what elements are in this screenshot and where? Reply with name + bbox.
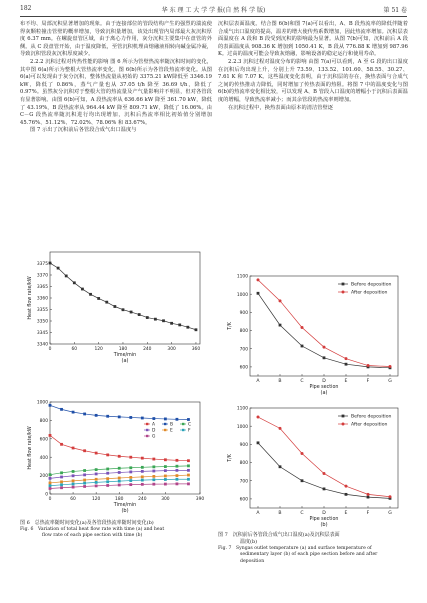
fig6-caption xyxy=(20,520,212,540)
fig6b-xtick-label: 0 xyxy=(48,497,52,502)
fig6a-xtick-label: 0 xyxy=(48,347,52,352)
fig6b-legend-marker xyxy=(146,429,148,431)
fig7b-xtick-label: A xyxy=(256,511,260,516)
right-column-text xyxy=(218,21,408,112)
fig6a-data-point xyxy=(81,288,84,291)
fig7b-legend-label: After deposition xyxy=(351,422,388,428)
fig6a-ytick-label: 3375 xyxy=(36,262,48,268)
left-col-paragraph: 图 7 示出了沉积前后各管段合成气出口温度与 xyxy=(30,127,137,134)
fig6b-data-point xyxy=(129,471,132,474)
fig6b-data-point xyxy=(106,484,109,487)
fig7a-ytick-label: 600 xyxy=(239,365,248,371)
fig7b-data-point xyxy=(367,496,370,499)
fig6b-xtick-label: 180 xyxy=(115,497,124,502)
fig6b-panel-label: (b) xyxy=(121,508,129,514)
fig6b-data-point xyxy=(152,458,155,461)
fig6b-data-point xyxy=(187,478,190,481)
fig7b-legend-marker xyxy=(342,423,345,426)
fig7a-ytick-label: 1100 xyxy=(236,274,248,280)
fig6b-data-point xyxy=(83,482,86,485)
right-col-paragraph: 沉积层表面温度。结合图 6(b)和图 7(a)可以看出，A、B 段热流率的降低伴随着合成气出口温度的提高，温差的增大使传热系数增加，因此热流率增加。沉积层表面温度在 A 段和 B 段受到沉积的影响最为显著。从图 7(b)可知，沉积前后 A 段的表面温度从 908.36 K 增加到 1050.41 K，B 段从 776.88 K 增加到 987.96 K。过高的温度可能会导致灰熔融，影响设备的稳定运行和使用寿命。 xyxy=(218,21,408,58)
fig6a-xlabel: Time/min xyxy=(113,353,137,358)
fig7b-data-point xyxy=(279,427,282,430)
fig6b-data-point xyxy=(95,473,98,476)
fig6b-data-point xyxy=(187,459,190,462)
fig7a-xtick-label: E xyxy=(344,379,348,384)
fig6b-data-point xyxy=(141,475,144,478)
fig6b-data-point xyxy=(164,478,167,481)
fig6b-data-point xyxy=(164,465,167,468)
fig7a-xlabel: Pipe section xyxy=(309,385,339,390)
fig6b-xlabel: Time/min xyxy=(113,503,137,508)
fig6b-legend-marker xyxy=(182,423,184,425)
fig6-caption-cn: 图 6 总热流率随时间变化(a)及各管段热流率随时间变化(b) xyxy=(20,520,154,526)
fig6b-ytick-label: 400 xyxy=(39,455,48,461)
fig7b-ytick-label: 1000 xyxy=(236,424,248,430)
fig6b-data-point xyxy=(152,478,155,481)
fig6b-data-point xyxy=(49,487,52,490)
fig6b-ytick-label: 800 xyxy=(39,419,48,424)
fig6b-ytick-label: 200 xyxy=(39,474,48,480)
fig6b-data-point xyxy=(164,418,167,421)
fig7b-data-point xyxy=(345,485,348,488)
fig6b-data-point xyxy=(164,483,167,486)
fig6b-data-point xyxy=(49,404,52,407)
fig6a-data-point xyxy=(154,318,157,321)
fig7b-data-point xyxy=(389,495,392,498)
fig6a-ytick-label: 3355 xyxy=(36,308,48,314)
fig6b-data-point xyxy=(176,478,179,481)
fig6a-data-point xyxy=(89,293,92,296)
fig7b-ylabel: T/K xyxy=(228,454,233,462)
fig6a-xtick-label: 120 xyxy=(94,347,103,352)
fig7a-data-point xyxy=(345,357,348,360)
fig6b-data-point xyxy=(83,479,86,482)
fig7b-xtick-label: C xyxy=(300,511,304,516)
fig6b-data-point xyxy=(49,484,52,487)
page-number: 182 xyxy=(20,5,32,12)
fig6a-xtick-label: 180 xyxy=(118,347,128,352)
fig6b-data-point xyxy=(152,417,155,420)
fig7b-series-Before deposition xyxy=(257,441,392,499)
fig6-caption-en-1: Fig. 6 Variation of total heat flow rate with time (a) and heat xyxy=(20,527,165,532)
fig6b-data-point xyxy=(95,452,98,455)
fig7b-ytick-label: 600 xyxy=(239,497,248,503)
fig7a-data-point xyxy=(279,324,282,327)
fig6b-xtick-label: 300 xyxy=(161,497,170,502)
fig6b-legend-label: F xyxy=(188,428,191,434)
fig6b-data-point xyxy=(83,473,86,476)
fig6b-data-point xyxy=(60,483,63,486)
fig7a-legend-label: Before deposition xyxy=(351,282,392,288)
fig6b-data-point xyxy=(118,484,121,487)
fig6a-data-point xyxy=(49,262,52,265)
fig6b-xtick-label: 60 xyxy=(70,497,76,502)
fig6b-data-point xyxy=(118,477,121,480)
fig7a-data-point xyxy=(279,299,282,302)
fig6b-data-point xyxy=(83,485,86,488)
fig7b-series-line xyxy=(258,417,390,497)
fig6b-data-point xyxy=(60,480,63,483)
fig6a-data-point xyxy=(170,322,173,325)
fig7b-data-point xyxy=(257,416,260,419)
fig6a-ytick-label: 3345 xyxy=(36,331,48,337)
fig7a-data-point xyxy=(257,292,260,295)
fig7b-data-point xyxy=(367,493,370,496)
fig7a-ytick-label: 900 xyxy=(239,310,248,316)
fig7a-data-point xyxy=(257,278,260,281)
fig7b-xtick-label: B xyxy=(278,511,282,516)
fig6a-data-point xyxy=(130,311,133,314)
fig6a-xtick-label: 60 xyxy=(71,347,78,352)
fig7a-chart xyxy=(218,270,408,400)
fig7b-ytick-label: 1100 xyxy=(236,406,248,412)
fig6-caption-en-2: flow rate of each pipe section with time (b) xyxy=(42,533,143,539)
fig7b-ytick-label: 800 xyxy=(239,461,248,467)
fig6b-legend-label: G xyxy=(152,434,156,440)
fig7b-xlabel: Pipe section xyxy=(309,517,339,522)
fig7b-data-point xyxy=(257,441,260,444)
fig6b-data-point xyxy=(129,466,132,469)
fig6a-ylabel: Heat flow rate/kW xyxy=(28,276,33,320)
fig7b-ytick-label: 900 xyxy=(239,442,248,448)
fig7a-series-Before deposition xyxy=(257,292,392,369)
fig6b-legend-label: A xyxy=(152,422,156,428)
fig6b-data-point xyxy=(176,459,179,462)
fig6b-legend-label: C xyxy=(188,422,192,428)
fig6b-data-point xyxy=(118,480,121,483)
fig7a-ytick-label: 800 xyxy=(239,329,248,335)
fig6b-data-point xyxy=(141,466,144,469)
fig6a-data-point xyxy=(178,324,181,327)
fig6a-data-point xyxy=(138,313,141,316)
fig6b-data-point xyxy=(72,470,75,473)
fig6b-data-point xyxy=(49,477,52,480)
fig6b-data-point xyxy=(129,479,132,482)
fig6b-data-point xyxy=(152,470,155,473)
fig7a-xtick-label: F xyxy=(366,379,370,384)
fig6b-data-point xyxy=(49,473,52,476)
fig6b-data-point xyxy=(83,469,86,472)
fig6b-data-point xyxy=(106,454,109,457)
volume-label: 第 51 卷 xyxy=(383,7,407,14)
fig6b-ylabel: Heat flow rate/kW xyxy=(28,426,33,470)
fig6b-svg xyxy=(20,398,210,518)
fig6b-chart xyxy=(20,398,210,518)
fig7a-svg xyxy=(218,270,408,400)
fig6b-data-point xyxy=(106,415,109,418)
fig7a-xtick-label: C xyxy=(300,379,304,384)
fig6b-data-point xyxy=(95,414,98,417)
fig6b-data-point xyxy=(106,480,109,483)
fig6b-data-point xyxy=(187,469,190,472)
fig6b-data-point xyxy=(141,470,144,473)
fig6a-data-point xyxy=(73,281,76,284)
fig6a-series-0 xyxy=(49,262,198,332)
fig6b-data-point xyxy=(60,486,63,489)
fig7a-ytick-label: 1000 xyxy=(236,292,248,298)
fig6b-data-point xyxy=(95,485,98,488)
fig6a-ytick-label: 3340 xyxy=(36,342,48,348)
fig6a-axes-frame xyxy=(50,252,200,344)
fig6b-data-point xyxy=(176,474,179,477)
fig6a-data-point xyxy=(113,305,116,308)
fig6a-data-point xyxy=(162,319,165,322)
fig6b-data-point xyxy=(176,418,179,421)
fig6a-data-point xyxy=(57,267,60,270)
fig6b-data-point xyxy=(129,476,132,479)
fig7b-data-point xyxy=(345,493,348,496)
fig7a-ytick-label: 700 xyxy=(239,347,248,353)
fig7b-chart xyxy=(218,402,408,532)
fig7b-xtick-label: D xyxy=(322,511,326,516)
fig7-caption-en-3: deposition xyxy=(240,558,265,564)
left-col-paragraph: 2.2.2 沉积过程对传热性能的影响 图 6 所示为管壁热流率随沉积时间的变化，其中图 6(a)所示为整根大管热流率变化，图 6(b)所示为各管段热流率变化。从图 6(a)可以发现由于灰分沉积，整体热流量从初始的 3375.21 kW降低至 3346.19 kW，降低了 0.86%，蒸气产量也从 37.05 t/h 降至 36.69 t/h，降低了 0.97%。虽然灰分沉积对于整根大管的热流量及产气量影响并不明显，但对各管段有显著影响。由图 6(b)可知，A 段热流率从 636.66 kW 降至 361.70 kW，降低了 43.19%，B 段热流率从 964.44 kW 降至 809.71 kW，降低了 16.06%。由 C－G 段热流率随沉积进行均出现增加，沉积后热流率相比初始值分别增加 45.76%、51.12%、72.02%、78.06% 和 83.67%。 xyxy=(20,58,212,126)
fig6a-data-point xyxy=(146,316,149,319)
fig7-caption-en-2: sedimentary layer (b) of each pipe section before and after xyxy=(240,552,378,558)
fig6b-series-G xyxy=(49,482,190,489)
fig7a-xtick-label: B xyxy=(278,379,282,384)
fig6a-chart xyxy=(20,248,210,368)
fig6b-data-point xyxy=(187,464,190,467)
fig6b-legend xyxy=(144,422,191,440)
fig7a-data-point xyxy=(323,356,326,359)
left-column-text xyxy=(20,21,212,135)
fig6b-legend-label: D xyxy=(152,428,156,434)
fig6a-data-point xyxy=(122,308,125,311)
fig7b-xtick-label: E xyxy=(344,511,348,516)
fig6a-data-point xyxy=(105,301,108,304)
fig6b-data-point xyxy=(129,416,132,419)
fig6b-legend-marker xyxy=(146,423,148,425)
fig7b-legend-marker xyxy=(342,415,345,418)
fig7b-data-point xyxy=(301,452,304,455)
fig6a-data-point xyxy=(97,297,100,300)
fig7a-xtick-label: D xyxy=(322,379,326,384)
fig6a-series-line xyxy=(50,263,196,330)
fig6b-data-point xyxy=(118,471,121,474)
fig6b-xtick-label: 120 xyxy=(91,497,101,502)
fig6b-series-A xyxy=(49,434,190,462)
fig6b-data-point xyxy=(141,457,144,460)
fig7a-panel-label: (a) xyxy=(320,390,328,396)
fig6b-data-point xyxy=(187,418,190,421)
fig6b-legend-marker xyxy=(146,435,148,437)
fig7b-series-After deposition xyxy=(257,416,392,499)
fig7a-data-point xyxy=(367,364,370,367)
fig6b-data-point xyxy=(72,483,75,486)
fig6b-data-point xyxy=(60,476,63,479)
fig6b-data-point xyxy=(176,465,179,468)
fig6a-xtick-label: 360 xyxy=(191,347,201,352)
fig6b-data-point xyxy=(152,465,155,468)
fig7-caption-cn-2: 温度(b) xyxy=(240,539,258,545)
fig6b-data-point xyxy=(152,475,155,478)
fig6b-series-E xyxy=(49,474,190,485)
fig6b-xtick-label: 240 xyxy=(138,497,147,502)
fig6b-data-point xyxy=(72,411,75,414)
fig7a-legend-label: After deposition xyxy=(351,290,388,296)
fig6b-data-point xyxy=(60,471,63,474)
fig6b-data-point xyxy=(176,482,179,485)
fig6b-data-point xyxy=(72,474,75,477)
fig6b-legend-marker xyxy=(182,429,184,431)
fig7b-data-point xyxy=(323,472,326,475)
fig6a-data-point xyxy=(195,328,198,331)
left-col-paragraph: 布不均、局部沉积显著增加的现象。由于连接部位的管段结构产生的强烈的湍流使得灰颗粒撞击管壁的概率增加，导致沉积量增加，该处出现管内局部最大灰沉积厚度 6.37 mm。在螺旋盘管区域，由于离心力作用，灰分沉积主要集中在盘管的外侧。从 C 段盘管开始，由于温度降低，至管沉积机理由熔融液相转向碱金属冷凝，导致沉积管段灰沉积厚度减少。 xyxy=(20,21,212,58)
fig7-caption-en-1: Fig. 7 Syngas outlet temperature (a) and surface temperature of xyxy=(218,546,372,551)
fig7a-xtick-label: A xyxy=(256,379,260,384)
fig7a-data-point xyxy=(323,346,326,349)
fig7b-legend-label: Before deposition xyxy=(351,414,392,420)
fig7b-data-point xyxy=(301,479,304,482)
fig7b-panel-label: (b) xyxy=(320,522,328,528)
fig7b-xtick-label: F xyxy=(366,511,370,516)
fig7a-xtick-label: G xyxy=(388,379,392,384)
fig6b-data-point xyxy=(72,486,75,489)
fig6a-xtick-label: 240 xyxy=(143,347,152,352)
fig7-caption-cn-1: 图 7 沉积前后各管段合成气出口温度(a)及沉积层表面 xyxy=(218,532,340,538)
fig6b-data-point xyxy=(49,434,52,437)
fig6b-data-point xyxy=(95,478,98,481)
fig7a-legend-marker xyxy=(342,283,345,286)
fig6a-ytick-label: 3350 xyxy=(36,319,48,325)
fig6b-data-point xyxy=(141,483,144,486)
fig6b-data-point xyxy=(72,447,75,450)
fig6b-data-point xyxy=(164,469,167,472)
fig6b-data-point xyxy=(118,416,121,419)
fig6b-data-point xyxy=(141,479,144,482)
fig6a-panel-label: (a) xyxy=(121,358,129,364)
fig6b-data-point xyxy=(141,417,144,420)
fig7a-ylabel: T/K xyxy=(228,322,233,330)
fig6b-data-point xyxy=(83,449,86,452)
fig6b-xtick-label: 390 xyxy=(195,497,205,502)
right-col-paragraph: 在沉积过程中，换热表面由原本的清洁管壁逐 xyxy=(228,104,333,111)
fig6b-legend-marker xyxy=(164,429,166,431)
fig6b-legend-marker xyxy=(164,423,166,425)
fig6a-data-point xyxy=(65,275,68,278)
fig6b-data-point xyxy=(49,482,52,485)
fig6b-data-point xyxy=(95,468,98,471)
fig7a-data-point xyxy=(301,345,304,348)
fig6b-data-point xyxy=(118,455,121,458)
fig6b-data-point xyxy=(60,408,63,411)
fig6b-data-point xyxy=(129,483,132,486)
fig6b-legend-label: B xyxy=(170,422,174,428)
fig6a-svg xyxy=(20,248,210,368)
fig6b-data-point xyxy=(118,467,121,470)
fig6a-ytick-label: 3360 xyxy=(36,296,48,302)
fig6b-data-point xyxy=(83,413,86,416)
fig7b-data-point xyxy=(323,488,326,491)
fig6b-data-point xyxy=(152,483,155,486)
fig7-caption xyxy=(218,532,408,565)
fig7b-xtick-label: G xyxy=(388,511,392,516)
fig6b-data-point xyxy=(187,482,190,485)
fig6b-data-point xyxy=(187,474,190,477)
fig7a-data-point xyxy=(301,326,304,329)
fig6b-data-point xyxy=(129,456,132,459)
fig6b-ytick-label: 0 xyxy=(45,492,48,498)
fig7b-ytick-label: 700 xyxy=(239,479,248,485)
journal-title: 华 东 理 工 大 学 学 报(自 然 科 学 版) xyxy=(161,7,266,14)
fig6b-series-B xyxy=(49,404,190,421)
fig7b-legend xyxy=(338,414,392,428)
fig6b-data-point xyxy=(164,475,167,478)
fig6b-ytick-label: 600 xyxy=(39,437,48,443)
fig6a-data-point xyxy=(186,326,189,329)
fig6b-data-point xyxy=(95,481,98,484)
fig6b-data-point xyxy=(106,477,109,480)
fig7a-legend-marker xyxy=(342,291,345,294)
fig7a-legend xyxy=(338,282,392,296)
fig6b-data-point xyxy=(60,443,63,446)
fig6b-legend-label: E xyxy=(170,428,173,434)
fig6b-data-point xyxy=(164,458,167,461)
fig6b-data-point xyxy=(106,468,109,471)
fig6a-ytick-label: 3370 xyxy=(36,273,48,279)
fig7a-data-point xyxy=(389,365,392,368)
fig6a-xtick-label: 300 xyxy=(167,347,176,352)
fig7b-svg xyxy=(218,402,408,532)
fig6a-ytick-label: 3365 xyxy=(36,285,48,291)
right-col-paragraph: 2.2.3 沉积过程对温度分布的影响 由图 7(a)可以看到，A 至 G 段的出口温度在沉积后均出现上升，分别上升 73.59、133.52、101.60、58.55、30.27、7.61 K 和 7.07 K。这些温度变化表明，由于沉积层的存在，换热表面与合成气之间的传热推动力降低，同时增加了传热表面的热阻。将图 7 中的温度变化与图 6(b)的热流率变化相比较，可以发现 A、B 管段入口温度的增幅小于沉积后表面温度的增幅，导致热流率减小；而其余管段的热流率则增加。 xyxy=(218,58,408,103)
fig7b-data-point xyxy=(279,465,282,468)
fig6b-data-point xyxy=(106,472,109,475)
header-rule xyxy=(20,16,407,17)
fig6b-data-point xyxy=(72,479,75,482)
fig7a-data-point xyxy=(345,363,348,366)
fig6b-ytick-label: 1000 xyxy=(36,400,48,406)
fig6b-data-point xyxy=(176,469,179,472)
